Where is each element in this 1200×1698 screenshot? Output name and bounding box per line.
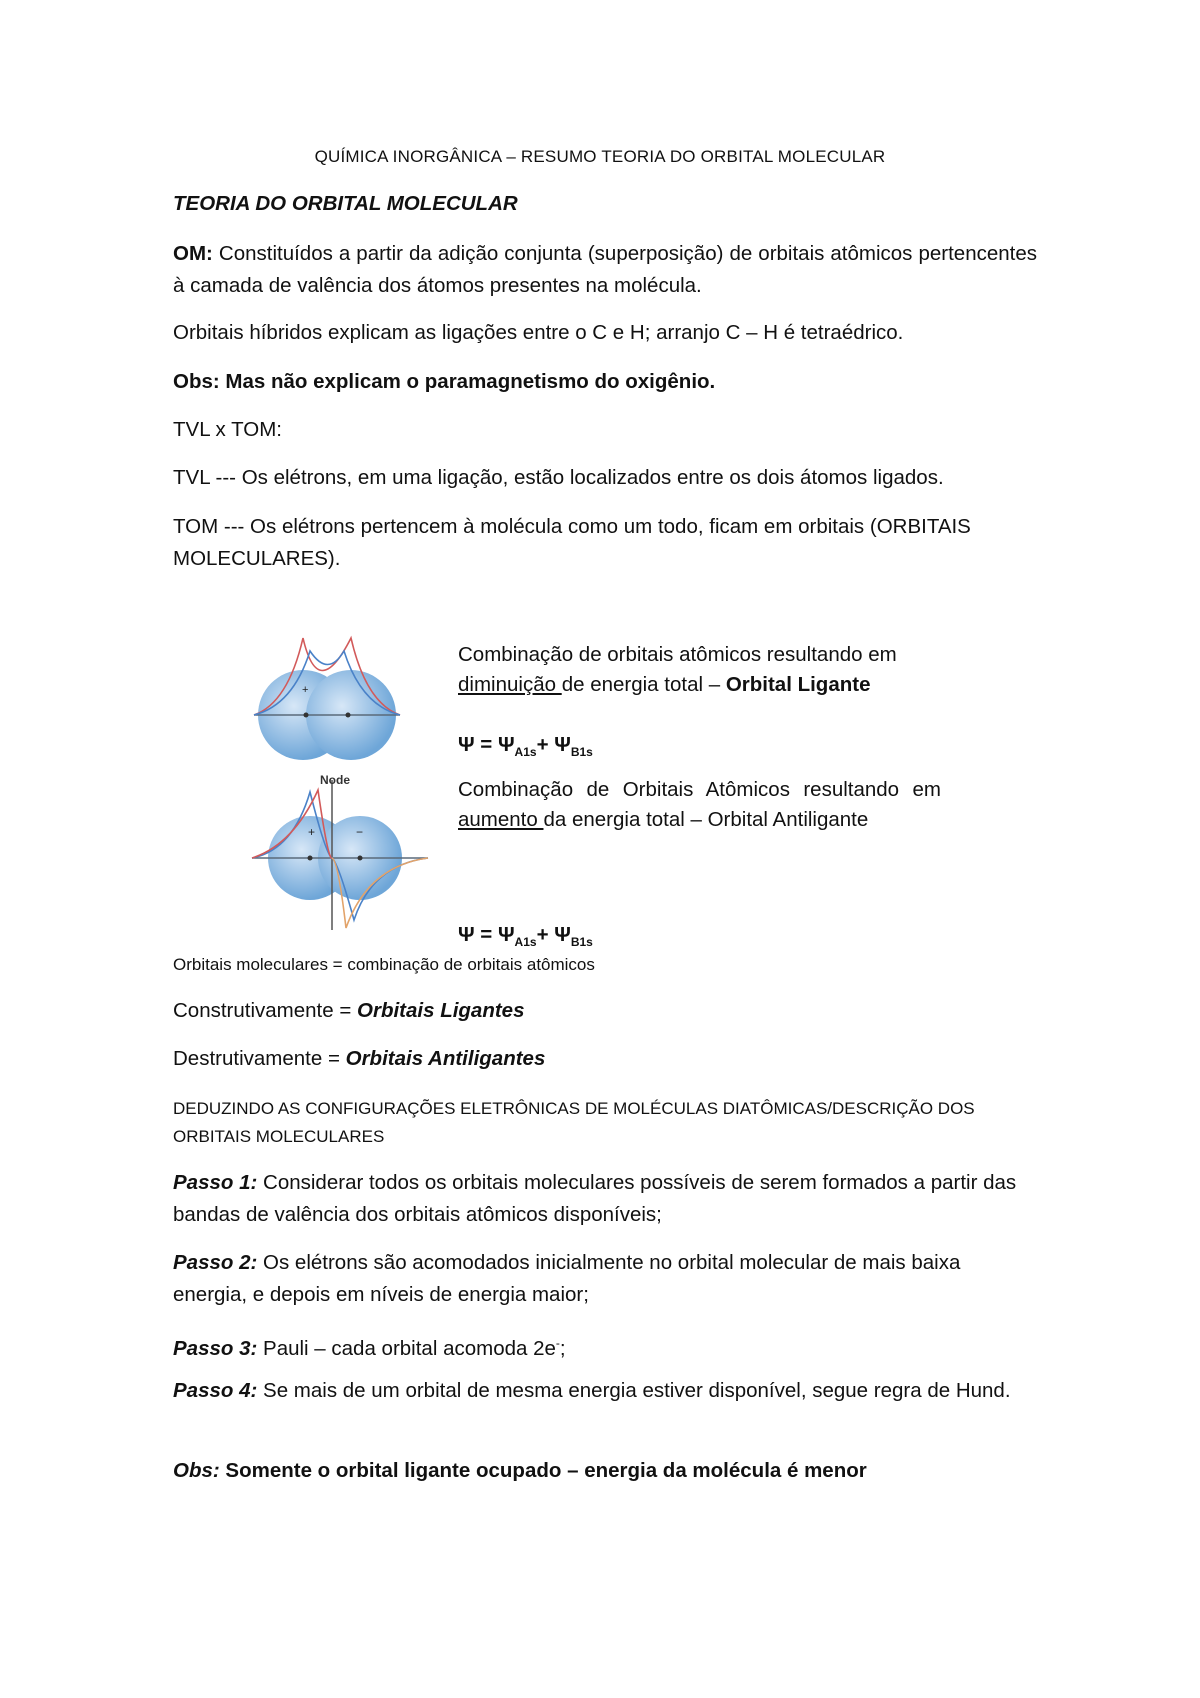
psi-main: Ψ = Ψ — [458, 733, 515, 756]
step-3-text: Pauli – cada orbital acomoda 2e — [257, 1336, 556, 1360]
bonding-plus-sign: + — [302, 684, 309, 696]
tom-text: Os elétrons pertencem à molécula como um todo, ficam em orbitais (ORBITAIS MOLECULARES). — [173, 515, 971, 570]
obs-final-text: Somente o orbital ligante ocupado – energia da molécula é menor — [219, 1459, 867, 1482]
step-2-label: Passo 2: — [173, 1251, 258, 1274]
step-4 — [173, 1375, 1037, 1407]
psi-main-anti: Ψ = Ψ — [458, 923, 515, 946]
psi-plus: + Ψ — [536, 733, 571, 756]
antibonding-line1: Combinação de Orbitais Atômicos resultando — [458, 778, 900, 801]
step-4-text: Se mais de um orbital de mesma energia estiver disponível, segue regra de Hund. — [257, 1379, 1011, 1402]
om-label: OM: — [173, 242, 213, 265]
antibonding-rest: da energia total – Orbital Antiligante — [543, 808, 869, 831]
bonding-wavefunction-equation — [458, 730, 938, 767]
tvl-label: TVL --- — [173, 466, 237, 489]
step-1 — [173, 1167, 1037, 1231]
step-3 — [173, 1327, 1037, 1365]
bonding-orbital-diagram — [248, 633, 408, 768]
bonding-line1: Combinação de orbitais atômicos resultando em — [458, 643, 897, 666]
antibonding-description — [458, 775, 941, 835]
deducing-heading: DEDUZINDO AS CONFIGURAÇÕES ELETRÔNICAS DE MOLÉCULAS DIATÔMICAS/DESCRIÇÃO DOS ORBITAIS MOLECULARES — [173, 1099, 975, 1146]
step-3-tail: ; — [559, 1336, 566, 1360]
om-paragraph — [173, 238, 1037, 302]
destructive-label: Destrutivamente = — [173, 1047, 346, 1070]
section-heading: TEORIA DO ORBITAL MOLECULAR — [173, 192, 518, 215]
psi-sub-b: B1s — [570, 745, 593, 759]
om-combination-line: Orbitais moleculares = combinação de orbitais atômicos — [173, 955, 595, 974]
psi-sub-b-anti: B1s — [570, 935, 593, 949]
tvl-paragraph — [173, 462, 1037, 494]
om-text: Constituídos a partir da adição conjunta (superposição) de orbitais atômicos pertencentes à camada de valência dos átomos presentes na molécula. — [173, 242, 1037, 297]
antibonding-underlined: aumento — [458, 808, 544, 831]
obs-final-label: Obs: — [173, 1459, 220, 1482]
antibonding-orbital-diagram — [248, 770, 438, 940]
destructive-line — [173, 1043, 1037, 1075]
constructive-line — [173, 995, 1037, 1027]
node-label: Node — [320, 773, 350, 787]
document-title: QUÍMICA INORGÂNICA – RESUMO TEORIA DO ORBITAL MOLECULAR — [314, 147, 886, 166]
hybrid-paragraph: Orbitais híbridos explicam as ligações entre o C e H; arranjo C – H é tetraédrico. — [173, 321, 904, 344]
constructive-label: Construtivamente = — [173, 999, 358, 1022]
bonding-description — [458, 640, 938, 700]
tom-label: TOM --- — [173, 515, 245, 538]
obs-final — [173, 1455, 1037, 1487]
destructive-value: Orbitais Antiligantes — [345, 1047, 546, 1070]
step-4-label: Passo 4: — [173, 1379, 258, 1402]
step-3-label: Passo 3: — [173, 1336, 258, 1360]
tvl-tom-heading: TVL x TOM: — [173, 418, 282, 441]
bonding-underlined: diminuição — [458, 673, 562, 696]
antibonding-prefix: em — [912, 778, 941, 801]
constructive-value: Orbitais Ligantes — [357, 999, 525, 1022]
step-1-text: Considerar todos os orbitais moleculares possíveis de serem formados a partir das bandas de valência dos orbitais atômicos disponíveis; — [173, 1171, 1017, 1226]
psi-plus-anti: + Ψ — [536, 923, 571, 946]
tom-paragraph — [173, 511, 1037, 575]
step-2-text: Os elétrons são acomodados inicialmente no orbital molecular de mais baixa energia, e depois em níveis de energia maior; — [173, 1251, 961, 1306]
obs-paramagnetism: Obs: Mas não explicam o paramagnetismo do oxigênio. — [173, 370, 716, 393]
step-1-label: Passo 1: — [173, 1171, 258, 1194]
step-3-superscript: - — [555, 1336, 560, 1350]
tvl-text: Os elétrons, em uma ligação, estão localizados entre os dois átomos ligados. — [236, 466, 944, 489]
psi-sub-a: A1s — [514, 745, 537, 759]
plus-lobe-label: + — [308, 825, 316, 839]
bonding-line2 — [458, 670, 938, 700]
step-2 — [173, 1247, 1037, 1311]
psi-sub-a-anti: A1s — [514, 935, 537, 949]
bonding-bold-end: Orbital Ligante — [725, 673, 871, 696]
minus-lobe-label: − — [356, 825, 364, 839]
bonding-middle: de energia total – — [561, 673, 726, 696]
